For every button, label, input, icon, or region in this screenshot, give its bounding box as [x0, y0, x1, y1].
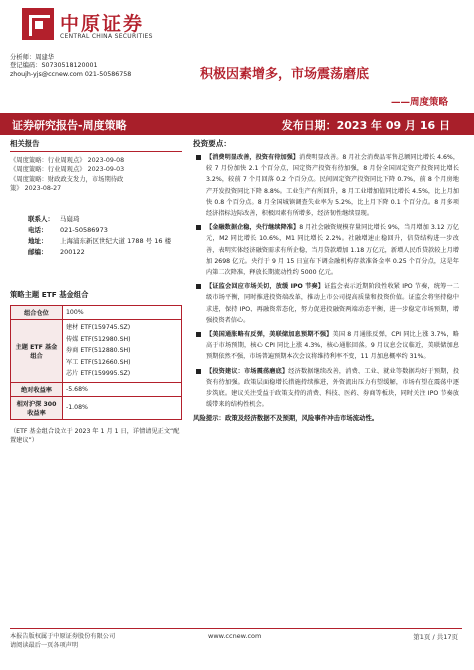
point-head: 【投资建议：市场震荡磨底】 [206, 367, 289, 375]
analyst-name: 分析师：周建华 [10, 54, 55, 61]
table-row [11, 320, 182, 383]
bullet-square-icon [196, 332, 201, 337]
etf-value: -1.08% [63, 396, 182, 419]
point-body: 经济数据继续改善，消费、工业、就业等数据均好于预期，投资有待加强。政策层面稳增长措施持续推进，外资流出压力有望缓解，市场有望在震荡中逐步筑底。建议关注受益于政策支持的消费、科技、医药、券商等板块，同时关注 IPO 节奏放缓带来的结构性机会。 [206, 367, 460, 409]
bullet-square-icon [196, 155, 201, 160]
related-item[interactable]: 《周度策略：财政政支发力，市场期待政 [10, 175, 124, 183]
point-item [193, 222, 459, 278]
contact-key: 地址： [28, 237, 48, 245]
point-body: 消费明显改善。8 月社会消费品零售总额同比增长 4.6%，较 7 月份加快 2.1 个百分点，国定资产投资有待加强，8 月份全国固定资产投资同比增长 3.2%，较前 7 个月回落 0.2 个百分点。民间固定资产投资同比下降 0.7%，前 8 个月房地产开发投资同比下降 8.8%。工业生产有所回升，8 月工业增加值同比增长 4.5%，比上月加快 0.8 个百分点。8 月全国城镇调查失业率为 5.2%，比上月下降 0.1 个百分点。8 月多项经济指标边际改善，积极因素有所增多，经济韧性继续显现。 [206, 154, 460, 218]
contact-value: 上海浦东新区世纪大道 1788 号 16 楼 [60, 237, 172, 245]
etf-value: -5.68% [63, 382, 182, 396]
etf-table [10, 305, 182, 420]
etf-label: 绝对收益率 [11, 382, 63, 396]
etf-fund: 建材 ETF(159745.SZ) [66, 324, 131, 331]
etf-value: 100% [63, 306, 182, 320]
bullet-square-icon [196, 369, 201, 374]
footer-disclaimer [10, 632, 115, 650]
point-item [193, 329, 459, 363]
contact-block [28, 214, 188, 258]
etf-label: 组合仓位 [11, 306, 63, 320]
etf-heading: 策略主题 ETF 基金组合 [10, 290, 89, 299]
contact-value: 200122 [60, 248, 85, 256]
logo-mark-icon [22, 8, 54, 40]
footer-website-link[interactable]: www.ccnew.com [208, 632, 262, 640]
related-item[interactable]: 策》 2023-08-27 [10, 185, 62, 193]
contact-row [28, 214, 188, 225]
point-body: 8 月社会融资规模存量同比增长 9%，当月增加 3.12 万亿元，M2 同比增长 10.6%，M1 同比增长 2.2%。社融增速止稳回升，信贷结构进一步改善，表明实体经济融资需求有所企稳，当月贷款增加 1.18 万亿元，新增人民币贷款较上月增加 2698 亿元。央行于 9 月 15 日宣布下调金融机构存款准备金率 0.25 个百分点，这是年内第二次降准，释放长期流动性约 5000 亿元。 [206, 224, 459, 277]
contact-value: 021-50586973 [60, 226, 108, 234]
point-head: 【证监会回应市场关切，放缓 IPO 节奏】 [206, 283, 325, 291]
page-number: 第1页 / 共17页 [413, 633, 458, 641]
etf-fund: 券商 ETF(512880.SH) [66, 347, 131, 354]
footer-copyright: 本报告版权属于中原证券股份有限公司 [10, 633, 116, 640]
related-item[interactable]: 《周度策略：行业周观点》 2023-09-08 [10, 157, 125, 164]
report-category: 证券研究报告-周度策略 [12, 119, 127, 132]
contact-key: 电话： [28, 226, 48, 234]
contact-key: 邮编： [28, 248, 48, 256]
publish-date: 发布日期：2023 年 09 月 16 日 [281, 119, 450, 132]
point-item [193, 281, 459, 326]
contact-key: 联系人： [28, 215, 54, 223]
company-logo [22, 8, 182, 44]
point-head: 【消费明显改善，投资有待加强】 [206, 154, 299, 161]
footer-notice: 请阅读最后一页各项声明 [10, 642, 79, 649]
etf-fund-list [63, 320, 182, 383]
table-row [11, 306, 182, 320]
report-subtitle: ——周度策略 [390, 97, 448, 108]
point-body: 美国 8 月通胀反弹，CPI 同比上涨 3.7%，略高于市场预期，核心 CPI 同比上涨 4.3%，核心通胀回落。9 月议息会议临近，美联储加息预期依然不强，市场普遍预期本次会议将维持利率不变，11 月加息概率约 31%。 [206, 331, 459, 361]
risk-warning: 风险提示：政策及经济数据不及预期，风险事件冲击市场流动性。 [193, 414, 379, 423]
etf-fund: 芯片 ETF(159995.SZ) [66, 370, 131, 377]
point-body: 证监会表示近期阶段性收紧 IPO 节奏，统筹一二级市场平衡，同时推进投资端改革，推动上市公司提高质量和投资价值。证监会将坚持稳中求进，保持 IPO、再融资常态化，努力促进投融资两端动态平衡，进一步稳定市场预期，增强投资者信心。 [206, 283, 460, 324]
point-head: 【美国通胀略有反弹，美联储加息预期不强】 [206, 331, 333, 339]
analyst-contact: zhoujh-yjs@ccnew.com 021-50586758 [10, 70, 132, 78]
investment-points [193, 138, 459, 422]
analyst-registration: 登记编码：S0730518120001 [10, 62, 98, 70]
logo-name-cn: 中原证券 [60, 13, 145, 35]
point-item [193, 366, 459, 411]
point-item [193, 152, 459, 219]
analyst-block [10, 54, 131, 79]
footer-divider [10, 628, 462, 629]
table-row [11, 396, 182, 419]
related-reports [10, 138, 182, 194]
point-head: 【金融数据企稳，央行继续降准】 [206, 224, 300, 232]
etf-fund: 军工 ETF(512660.SH) [66, 358, 131, 366]
etf-note: （ETF 基金组合设立于 2023 年 1 月 1 日，详情请见正文“配置建议”） [10, 428, 180, 444]
contact-value: 马嶷琦 [60, 215, 80, 223]
logo-name-en: CENTRAL CHINA SECURITIES [60, 33, 153, 40]
etf-label: 相对沪深 300 收益率 [11, 396, 63, 419]
contact-row [28, 247, 188, 258]
etf-label: 主题 ETF 基金组合 [11, 320, 63, 383]
related-heading: 相关报告 [10, 138, 182, 152]
contact-row [28, 225, 188, 236]
etf-fund: 传媒 ETF(512980.SH) [66, 335, 131, 343]
report-title: 积极因素增多，市场震荡磨底 [200, 67, 370, 82]
points-heading: 投资要点： [193, 139, 231, 148]
contact-row [28, 236, 188, 247]
bullet-square-icon [196, 284, 201, 289]
table-row [11, 382, 182, 396]
report-band [0, 113, 474, 135]
related-item[interactable]: 《周度策略：行业周观点》 2023-09-03 [10, 166, 125, 174]
bullet-square-icon [196, 225, 201, 230]
